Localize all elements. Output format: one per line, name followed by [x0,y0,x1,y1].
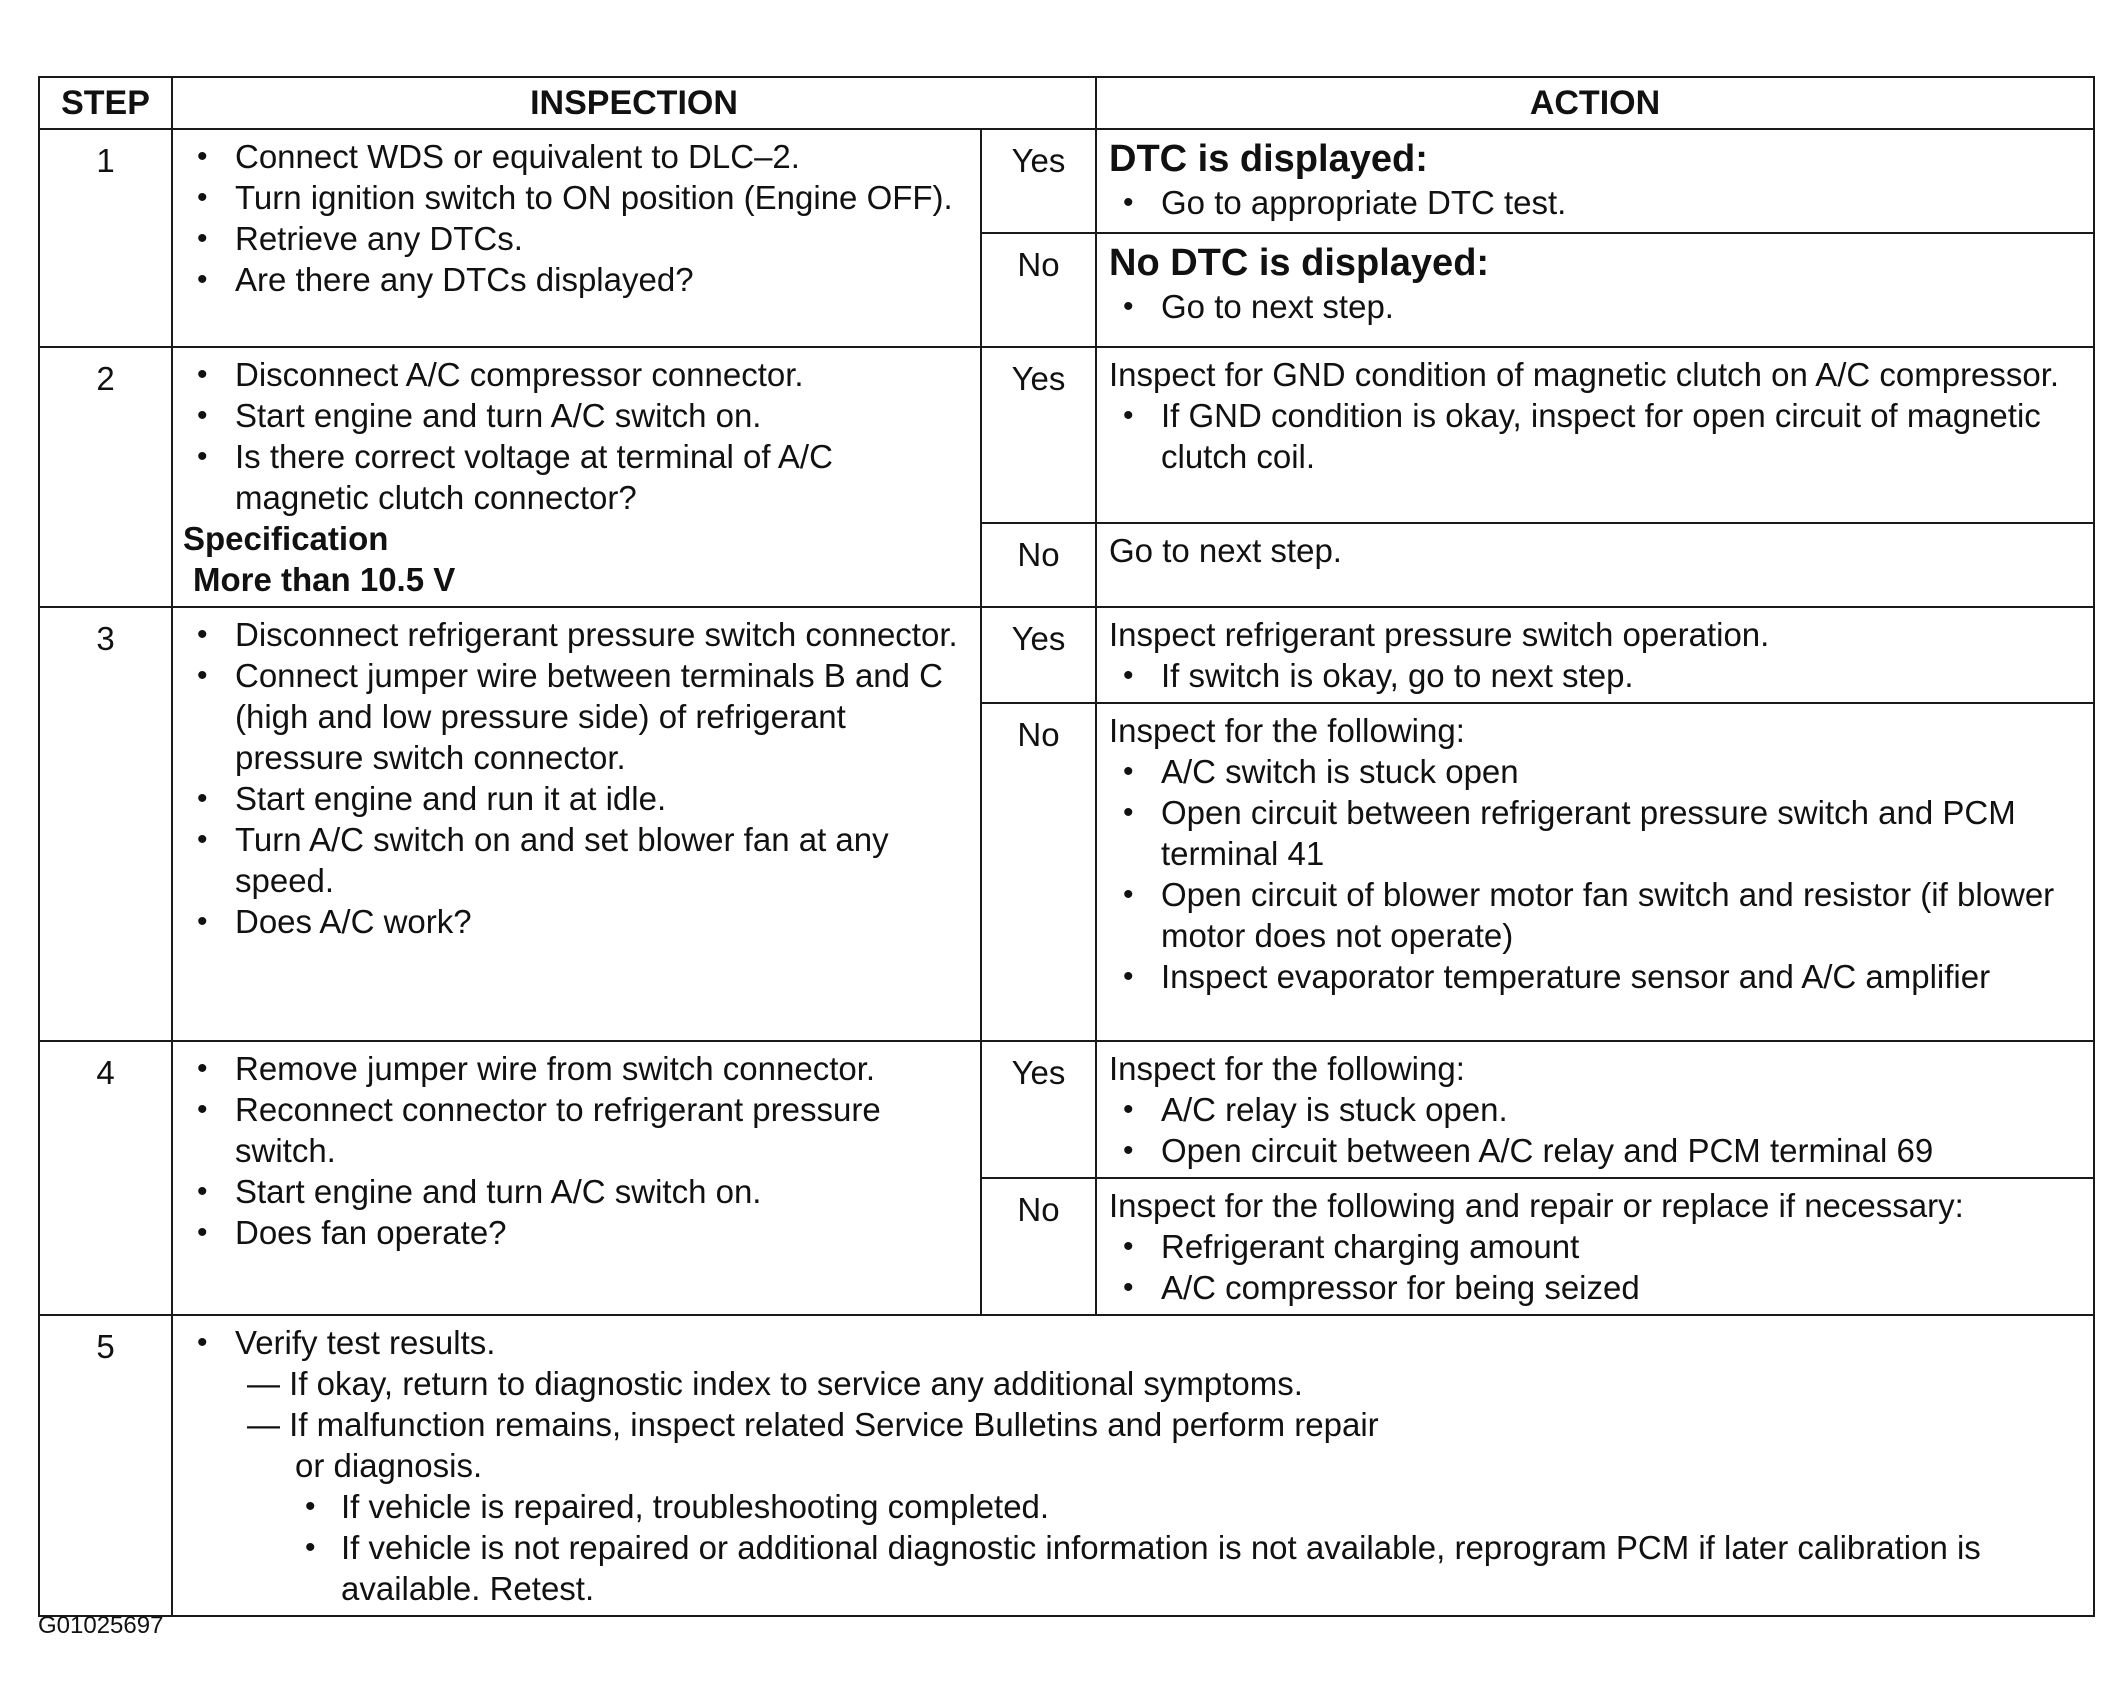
action-list [1109,751,2083,997]
no-label: No [981,1178,1096,1315]
action-text: Go to next step. [1109,531,1342,569]
step-3-yes-action [1096,607,2094,703]
list-item: • Reconnect connector to refrigerant pressure switch. [183,1089,970,1171]
list-item: • Open circuit between refrigerant pressure switch and PCM terminal 41 [1109,792,2083,874]
list-item: • Does fan operate? [183,1212,970,1253]
inspection-list [183,1322,2083,1363]
step-4-yes-row [39,1041,2094,1178]
action-list [1109,286,2083,327]
list-item: • Remove jumper wire from switch connector. [183,1048,970,1089]
specification-label: Specification [183,520,389,557]
list-item: • A/C compressor for being seized [1109,1267,2083,1308]
step-1-no-action [1096,233,2094,347]
list-item: • Are there any DTCs displayed? [183,259,970,300]
list-item: • Start engine and turn A/C switch on. [183,1171,970,1212]
step-4-inspection [172,1041,981,1315]
dash-item: — If malfunction remains, inspect related Service Bulletins and perform repair [247,1406,1379,1443]
inspection-list [183,136,970,300]
dash-item: — If okay, return to diagnostic index to service any additional symptoms. [247,1365,1303,1402]
table-header-row [39,77,2094,129]
list-item: • Start engine and run it at idle. [183,778,970,819]
inspection-list [183,354,970,518]
action-list [1109,182,2083,223]
specification-value: More than 10.5 V [193,561,456,598]
list-item: • Is there correct voltage at terminal of A/C magnetic clutch connector? [183,436,970,518]
step-2-inspection [172,347,981,607]
yes-label: Yes [981,129,1096,233]
list-item: • If switch is okay, go to next step. [1109,655,2083,696]
action-list [1109,1089,2083,1171]
dash-item-continuation: or diagnosis. [295,1447,483,1484]
inspection-list [183,1048,970,1253]
sub-list [295,1486,2083,1609]
action-text: Inspect refrigerant pressure switch operation. [1109,616,1770,653]
list-item: • Does A/C work? [183,901,970,942]
sub-list-wrapper [183,1486,2083,1609]
step-5-row [39,1315,2094,1616]
list-item: • Open circuit of blower motor fan switch and resistor (if blower motor does not operate) [1109,874,2083,956]
step-number: 5 [39,1315,172,1616]
action-text: Inspect for the following: [1109,1050,1465,1087]
list-item: • Inspect evaporator temperature sensor and A/C amplifier [1109,956,2083,997]
action-text: Inspect for GND condition of magnetic clutch on A/C compressor. [1109,356,2060,393]
diagnostic-table [38,76,2095,1617]
figure-id: G01025697 [38,1612,164,1639]
list-item: • A/C switch is stuck open [1109,751,2083,792]
step-2-yes-action [1096,347,2094,523]
list-item: • Connect jumper wire between terminals B and C (high and low pressure side) of refrigerant pressure switch connector. [183,655,970,778]
yes-label: Yes [981,1041,1096,1178]
list-item: • Verify test results. [183,1322,2083,1363]
step-4-yes-action [1096,1041,2094,1178]
action-heading: DTC is displayed: [1109,138,1428,180]
step-2-yes-row [39,347,2094,523]
step-5-inspection [172,1315,2094,1616]
action-text: Inspect for the following: [1109,712,1465,749]
action-list [1109,395,2083,477]
step-1-yes-row [39,129,2094,233]
step-number: 3 [39,607,172,1041]
list-item: • A/C relay is stuck open. [1109,1089,2083,1130]
step-2-no-action [1096,523,2094,607]
list-item: • Refrigerant charging amount [1109,1226,2083,1267]
list-item: • If GND condition is okay, inspect for open circuit of magnetic clutch coil. [1109,395,2083,477]
list-item: • Turn ignition switch to ON position (Engine OFF). [183,177,970,218]
yes-label: Yes [981,607,1096,703]
list-item: • If vehicle is not repaired or additional diagnostic information is not available, reprogram PCM if later calibration is available. Retest. [295,1527,2083,1609]
list-item: • Turn A/C switch on and set blower fan at any speed. [183,819,970,901]
action-list [1109,655,2083,696]
list-item: • Go to appropriate DTC test. [1109,182,2083,223]
no-label: No [981,233,1096,347]
list-item: • If vehicle is repaired, troubleshooting completed. [295,1486,2083,1527]
step-number: 1 [39,129,172,347]
list-item: • Disconnect A/C compressor connector. [183,354,970,395]
step-3-inspection [172,607,981,1041]
list-item: • Retrieve any DTCs. [183,218,970,259]
step-number: 2 [39,347,172,607]
list-item: • Start engine and turn A/C switch on. [183,395,970,436]
step-1-yes-action [1096,129,2094,233]
list-item: • Disconnect refrigerant pressure switch connector. [183,614,970,655]
no-label: No [981,523,1096,607]
yes-label: Yes [981,347,1096,523]
action-heading: No DTC is displayed: [1109,242,1490,284]
step-number: 4 [39,1041,172,1315]
step-1-inspection [172,129,981,347]
step-3-no-action [1096,703,2094,1041]
action-text: Inspect for the following and repair or replace if necessary: [1109,1187,1964,1224]
step-4-no-action [1096,1178,2094,1315]
header-inspection: INSPECTION [172,77,1096,129]
inspection-list [183,614,970,942]
header-step: STEP [39,77,172,129]
list-item: • Go to next step. [1109,286,2083,327]
list-item: • Open circuit between A/C relay and PCM terminal 69 [1109,1130,2083,1171]
step-3-yes-row [39,607,2094,703]
list-item: • Connect WDS or equivalent to DLC–2. [183,136,970,177]
header-action: ACTION [1096,77,2094,129]
no-label: No [981,703,1096,1041]
action-list [1109,1226,2083,1308]
